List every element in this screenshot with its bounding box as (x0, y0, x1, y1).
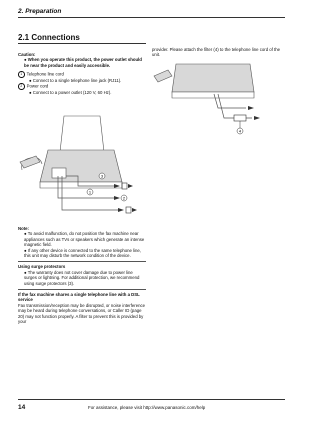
dsl-text-left: Fax transmission/reception may be disrupted, or noise interference may be heard during telephone conversations, or Caller ID (page 20) may not function properly. A filter to prevent this is provided by your (18, 302, 146, 325)
note-label: Note: (18, 226, 29, 231)
note-2: ● If any other device is connected to the same telephone line, this unit may disturb the network condition of the device. (24, 247, 142, 259)
fax-machine-rear-base (172, 92, 254, 98)
caution-bullet: ● When you operate this product, the power outlet should be near the product and easily accessible. (24, 57, 142, 68)
arrow-icon (132, 208, 137, 212)
surge-protector-icon (126, 207, 131, 213)
note-1: ● To avoid malfunction, do not position the fax machine near appliances such as TVs or speakers which generate an intense magnetic field. (24, 231, 145, 248)
paper-tray (60, 116, 104, 152)
surge-protector-icon (122, 183, 127, 189)
dsl-filter (234, 115, 246, 121)
right-column-text (152, 47, 286, 58)
item-2-label: Power cord (26, 83, 49, 89)
dsl-rule (18, 289, 146, 290)
note-2-text: If any other device is connected to the same telephone line, this unit may disturb the network condition of the device. (24, 247, 142, 259)
item-1-detail: ● Connect to a single telephone line jack (RJ11). (29, 77, 122, 83)
item-2-detail: ● Connect to a power outlet (120 V, 60 Hz). (29, 89, 112, 95)
arrow-icon (118, 208, 124, 212)
arrow-icon (128, 184, 133, 188)
dsl-text-right: provider. Please attach the filter (4) to the telephone line cord of the unit. (152, 47, 281, 58)
item-2-detail-text: Connect to a power outlet (120 V, 60 Hz). (32, 89, 112, 95)
jack-panel (52, 168, 66, 178)
item-1-detail-text: Connect to a single telephone line jack (RJ11). (32, 77, 122, 83)
item-1-label: Telephone line cord (26, 71, 64, 77)
note-1-text: To avoid malfunction, do not position the fax machine near appliances such as TVs or speakers which generate an intense magnetic field. (24, 231, 145, 248)
caution-text: When you operate this product, the power outlet should be near the product and easily accessible. (24, 57, 142, 68)
page-number: 14 (18, 404, 26, 411)
section-title: 2.1 Connections (18, 33, 146, 44)
surge-text: The warranty does not cover damage due to power line surges or lightning. For additional protection, we recommend using surge protectors (3). (24, 269, 140, 286)
surge-bullet: ● The warranty does not cover damage due to power line surges or lightning. For additional protection, we recommend using surge protectors (3). (24, 269, 140, 286)
connection-figure-left (18, 110, 146, 225)
footer-rule (18, 399, 285, 400)
fax-machine-rear (172, 64, 254, 92)
item-1-number: 1 (18, 71, 25, 78)
fax-machine-base (40, 182, 122, 188)
item-1 (18, 71, 146, 78)
dsl-filter-figure (152, 62, 286, 137)
item-2 (18, 83, 146, 90)
surge-title: Using surge protectors (18, 264, 66, 270)
callout-2: 2 (122, 195, 126, 201)
handset-rear (154, 70, 172, 82)
left-column-top (18, 52, 146, 95)
item-2-number: 2 (18, 83, 25, 90)
surge-rule (18, 261, 146, 262)
callout-1: 1 (88, 189, 92, 195)
help-text: For assistance, please visit http://www.panasonic.com/help (88, 405, 206, 410)
arrow-icon (114, 196, 120, 200)
caution-label: Caution: (18, 52, 36, 57)
arrow-icon (248, 106, 254, 110)
header-rule (18, 17, 285, 18)
dsl-title: If the fax machine shares a single telephone line with a DSL service (18, 292, 140, 303)
left-column-bottom (18, 226, 146, 325)
chapter-header: 2. Preparation (18, 8, 62, 15)
callout-3: 3 (100, 173, 104, 179)
callout-4: 4 (238, 128, 242, 134)
arrow-icon (254, 116, 260, 120)
